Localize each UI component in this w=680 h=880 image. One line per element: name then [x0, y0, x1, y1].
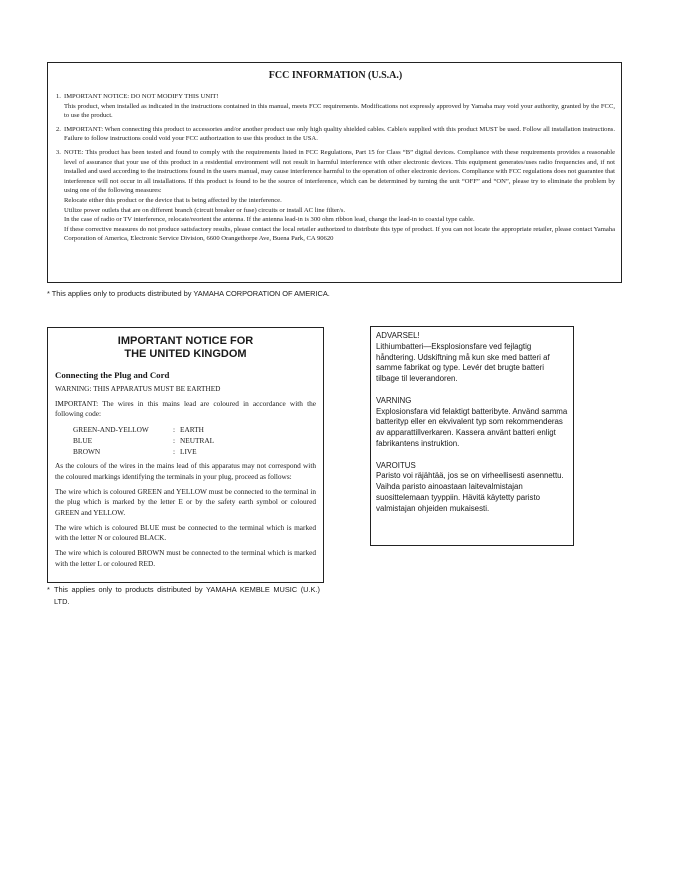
uk-paragraph: The wire which is coloured GREEN and YELLOW must be connected to the terminal in the plug which is marked by the letter E or by the safety earth symbol or coloured GREEN and YELLOW.: [55, 486, 316, 517]
uk-footnote: [47, 584, 320, 608]
fcc-item-line: Utilize power outlets that are on different branch (circuit breaker or fuse) circuits or install AC line filter/s.: [64, 206, 346, 214]
wire-color: GREEN-AND-YELLOW: [73, 425, 149, 435]
fcc-item-2: [56, 125, 615, 144]
battery-warning-heading: ADVARSEL!: [376, 331, 420, 340]
uk-warning: WARNING: THIS APPARATUS MUST BE EARTHED: [55, 384, 221, 393]
battery-warning-heading: VAROITUS: [376, 460, 416, 470]
fcc-item-line: If these corrective measures do not produce satisfactory results, please contact the local retailer authorized to distribute this type of product. If you can not locate the appropriate retailer, please contact Yamaha Corporation of America, Electronic Service Division, 6600 Orangethorpe Ave, Buena Park, CA 90620: [64, 225, 615, 243]
wire-separator: :: [173, 436, 176, 446]
wire-terminal: EARTH: [180, 425, 204, 435]
uk-paragraph: The wire which is coloured BROWN must be connected to the terminal which is marked with the letter L or coloured RED.: [55, 548, 316, 568]
fcc-item-line: This product, when installed as indicated in the instructions contained in this manual, meets FCC requirements. Modifications not expressly approved by Yamaha may void your authority, granted by the FCC, to use the product.: [64, 102, 615, 120]
wire-color-table: [73, 424, 214, 457]
uk-subheading: Connecting the Plug and Cord: [55, 370, 170, 380]
wire-separator: :: [173, 425, 176, 435]
battery-warning-danish: [376, 331, 569, 385]
uk-paragraph: The wire which is coloured BLUE must be connected to the terminal which is marked with the letter N or coloured BLACK.: [55, 522, 316, 543]
fcc-footnote: * This applies only to products distributed by YAMAHA CORPORATION OF AMERICA.: [47, 289, 330, 298]
battery-warning-box: [370, 326, 574, 546]
fcc-title: FCC INFORMATION (U.S.A.): [268, 70, 403, 81]
fcc-item-number: 2.: [56, 125, 61, 133]
uk-paragraph: As the colours of the wires in the mains lead of this apparatus may not correspond with the coloured markings identifying the terminals in your plug, proceed as follows:: [55, 461, 316, 481]
uk-title: [55, 335, 316, 361]
fcc-item-line: Relocate either this product or the device that is being affected by the interference.: [64, 196, 282, 204]
wire-separator: :: [173, 447, 176, 457]
battery-warning-text: Explosionsfara vid felaktigt batteribyte. Använd samma batterityp eller en ekvivalent typ som rekommenderas av apparattillverkaren. Kassera använt batteri enligt fabrikantens instruktion.: [376, 406, 568, 448]
battery-warning-text: Paristo voi räjähtää, jos se on virheellisesti asennettu. Vaihda paristo ainoastaan laitevalmistajan suosittelemaan tyyppiin. Hävitä käytetty paristo valmistajan ohjeiden mukaisesti.: [376, 471, 564, 513]
uk-footnote-mark: *: [47, 585, 50, 594]
uk-notice-box: [47, 327, 324, 583]
wire-row: [73, 446, 214, 457]
wire-terminal: NEUTRAL: [180, 436, 215, 446]
fcc-item-1: [56, 92, 615, 121]
wire-row: [73, 424, 214, 435]
battery-warning-heading: VARNING: [376, 395, 412, 405]
wire-row: [73, 435, 214, 446]
wire-terminal: LIVE: [180, 447, 197, 457]
fcc-information-box: [47, 62, 622, 283]
fcc-item-3: [56, 148, 615, 244]
fcc-item-line: In the case of radio or TV interference, relocate/reorient the antenna. If the antenna lead-in is 300 ohm ribbon lead, change the lead-in to coaxial type cable.: [64, 216, 475, 224]
battery-warning-text: Lithiumbatteri—Eksplosionsfare ved fejlagtig håndtering. Udskiftning må kun ske med batteri af samme fabrikat og type. Levér det brugte batteri tilbage til leverandoren.: [376, 341, 550, 384]
uk-title-line-1: IMPORTANT NOTICE FOR: [117, 335, 254, 347]
uk-intro: IMPORTANT: The wires in this mains lead are coloured in accordance with the following code:: [55, 398, 316, 419]
fcc-item-number: 1.: [56, 93, 61, 100]
fcc-item-line: IMPORTANT: When connecting this product to accessories and/or another product use only high quality shielded cables. Cable/s supplied with this product MUST be used. Follow all installation instructions. Failure to follow instructions could void your FCC authorization to use this product in the USA.: [64, 125, 615, 143]
uk-title-line-2: THE UNITED KINGDOM: [124, 348, 247, 360]
fcc-item-line: NOTE: This product has been tested and found to comply with the requirements listed in FCC Regulations, Part 15 for Class “B” digital devices. Compliance with these requirements provides a reasonable level of assurance that your use of this product in a residential environment will not result in harmful interference with other electronic devices. This equipment generates/uses radio frequencies and, if not installed and used according to the instructions found in the users manual, may cause interference harmful to the operation of other electronic devices. Compliance with FCC regulations does not guarantee that interference will not occur in all installations. If this product is found to be the source of interference, which can be determined by turning the unit “OFF” and “ON”, please try to eliminate the problem by using one of the following measures:: [64, 148, 615, 195]
uk-footnote-text: This applies only to products distributed by YAMAHA KEMBLE MUSIC (U.K.) LTD.: [54, 585, 320, 606]
wire-color: BLUE: [73, 436, 93, 446]
wire-color: BROWN: [73, 447, 101, 457]
fcc-item-number: 3.: [56, 148, 61, 156]
battery-warning-finnish: [376, 461, 569, 515]
fcc-item-line: IMPORTANT NOTICE: DO NOT MODIFY THIS UNIT!: [64, 93, 219, 100]
battery-warning-swedish: [376, 396, 569, 450]
